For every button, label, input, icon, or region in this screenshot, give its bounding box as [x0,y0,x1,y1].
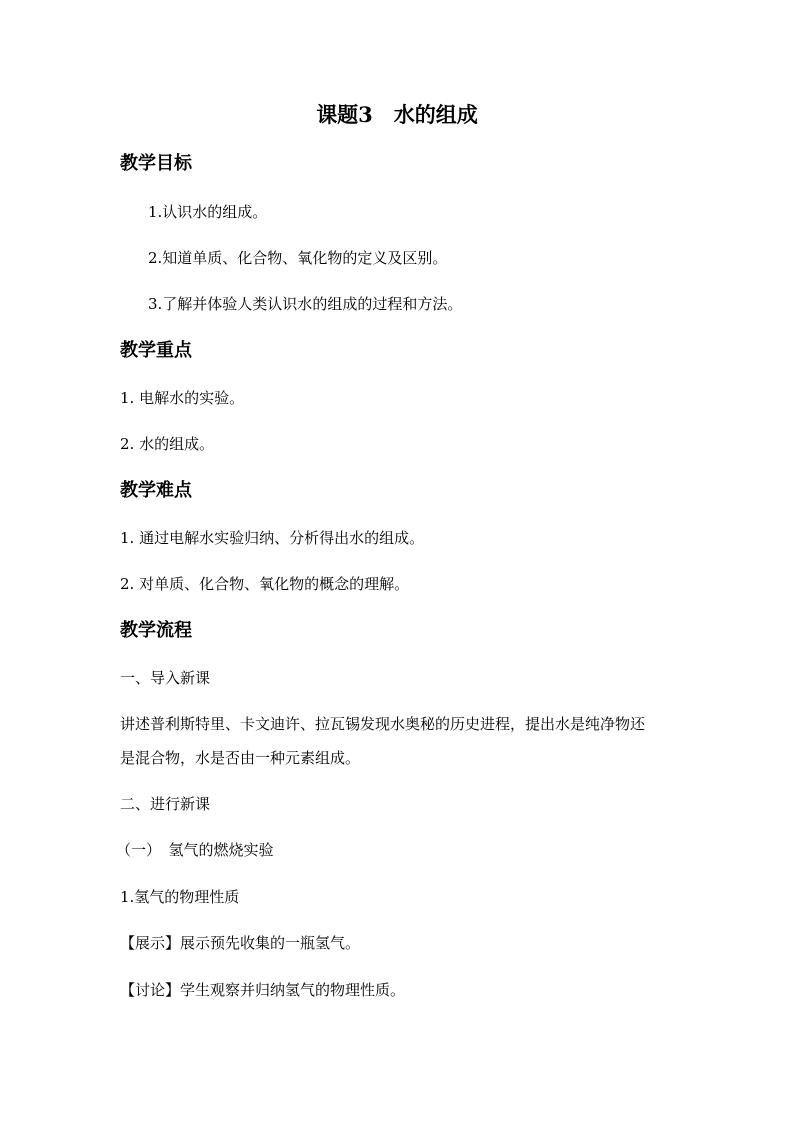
objective-item-1: 1.认识水的组成。 [148,203,268,221]
process-heading: 教学流程 [120,620,192,641]
intro-paragraph-line-1: 讲述普利斯特里、卡文迪许、拉瓦锡发现水奥秘的历史进程，提出水是纯净物还 [120,715,646,733]
difficulties-heading: 教学难点 [120,480,192,501]
key-points-heading: 教学重点 [120,340,192,361]
key-point-item-2: 2. 水的组成。 [120,435,215,453]
objectives-heading: 教学目标 [120,153,192,174]
difficulty-item-1: 1. 通过电解水实验归纳、分析得出水的组成。 [120,529,425,547]
document-title: 课题3 水的组成 [316,102,478,127]
show-text: 【展示】展示预先收集的一瓶氢气。 [120,934,361,952]
new-lesson-label: 二、进行新课 [120,795,211,813]
key-point-item-1: 1. 电解水的实验。 [120,389,245,407]
discuss-text: 【讨论】学生观察并归纳氢气的物理性质。 [120,981,406,999]
difficulty-item-2: 2. 对单质、化合物、氧化物的概念的理解。 [120,575,410,593]
subsection-label: （一） 氢气的燃烧实验 [116,841,274,859]
objective-item-3: 3.了解并体验人类认识水的组成的过程和方法。 [148,295,463,313]
intro-paragraph-line-2: 是混合物，水是否由一种元素组成。 [120,749,361,767]
objective-item-2: 2.知道单质、化合物、氧化物的定义及区别。 [148,249,448,267]
point-label: 1.氢气的物理性质 [120,888,240,906]
intro-label: 一、导入新课 [120,669,211,687]
